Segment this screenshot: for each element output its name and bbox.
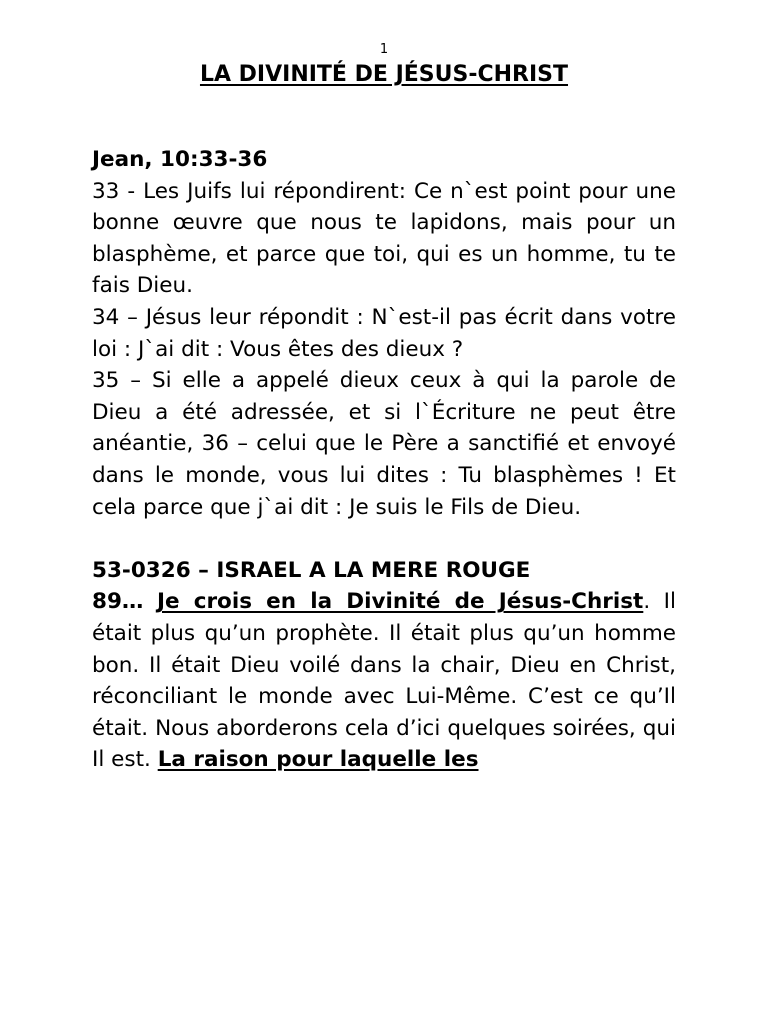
page-number: 1	[379, 42, 389, 57]
sermon-paragraph	[92, 586, 676, 776]
verse-35-36: 35 – Si elle a appelé dieux ceux à qui la parole de Dieu a été adressée, et si l`Écriture ne peut être anéantie, 36 – celui que le Père a sanctifié et envoyé dans le monde, vous lui dites : Tu blasphèmes ! Et cela parce que j`ai dit : Je suis le Fils de Dieu.	[92, 368, 676, 520]
sermon-heading: 53-0326 – ISRAEL A LA MERE ROUGE	[92, 557, 531, 583]
document-title-text: LA DIVINITÉ DE JÉSUS-CHRIST	[199, 62, 569, 87]
document-body	[92, 144, 676, 776]
emphasis-divinity: Je crois en la Divinité de Jésus-Christ	[156, 589, 644, 615]
scripture-reference-heading: Jean, 10:33-36	[92, 147, 268, 172]
sermon-body-text: . Il était plus qu’un prophète. Il était plus qu’un homme bon. Il était Dieu voilé dans la chair, Dieu en Christ, réconciliant le monde avec Lui-Même. C’est ce qu’Il était. Nous aborderons cela d’ici quelques soirées, qui Il est.	[92, 589, 676, 773]
verse-33: 33 - Les Juifs lui répondirent: Ce n`est point pour une bonne œuvre que nous te lapidons, mais pour un blasphème, et parce que toi, qui es un homme, tu te fais Dieu.	[92, 178, 676, 299]
document-title	[0, 60, 768, 90]
verse-34: 34 – Jésus leur répondit : N`est-il pas écrit dans votre loi : J`ai dit : Vous êtes des dieux ?	[92, 304, 676, 362]
section-spacer	[92, 523, 676, 555]
emphasis-reason: La raison pour laquelle les	[157, 747, 479, 773]
paragraph-number: 89…	[92, 589, 144, 615]
